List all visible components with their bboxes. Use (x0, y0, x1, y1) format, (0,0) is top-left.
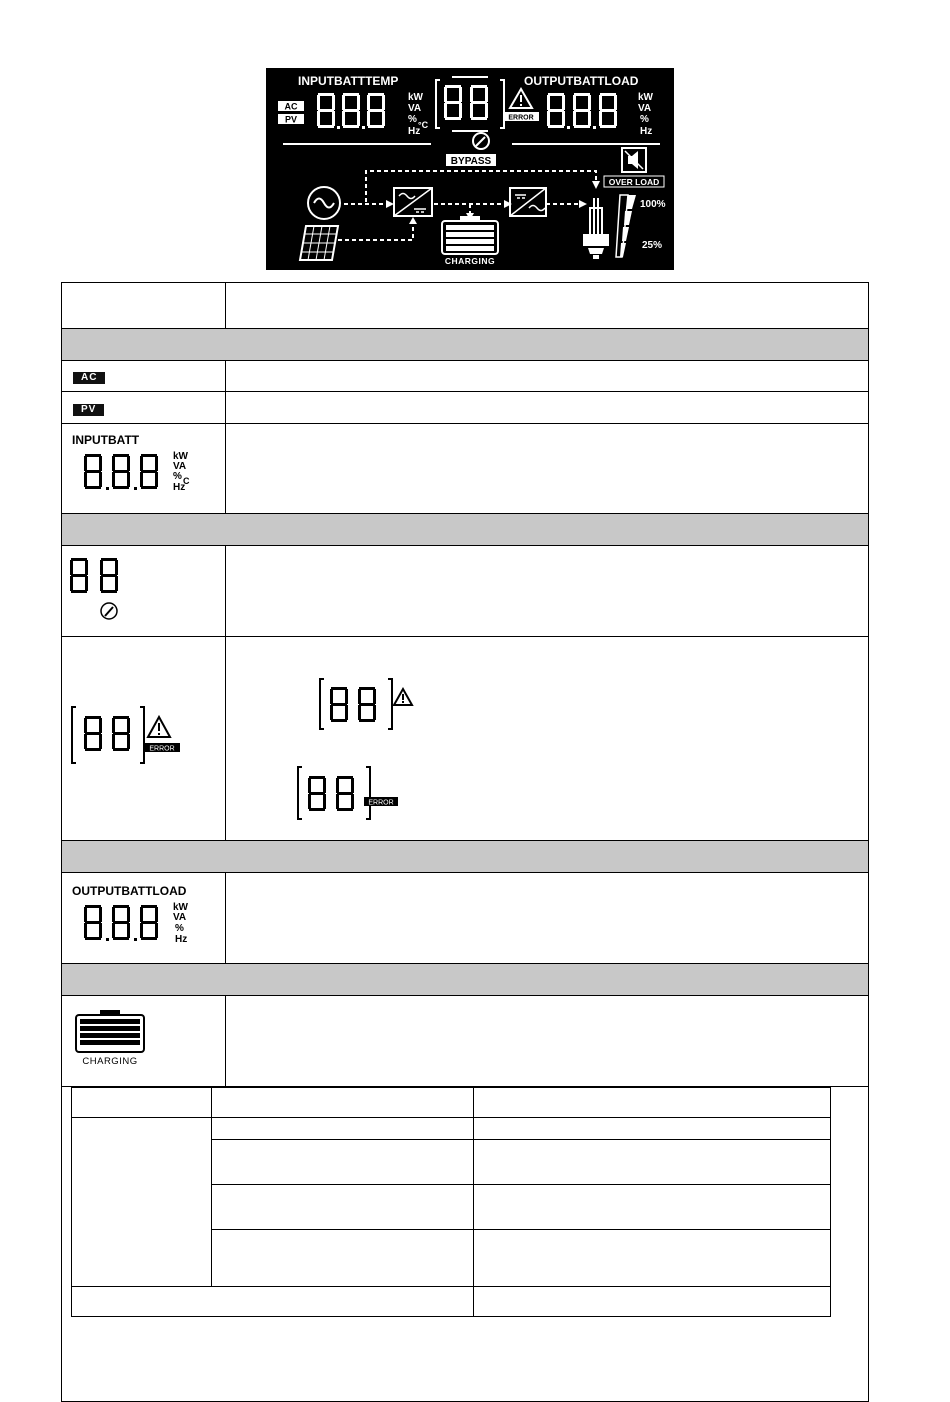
header-icon-cell (62, 283, 226, 329)
inner-row-3-cell-2 (212, 1185, 474, 1230)
lcd-wrench-icon (473, 133, 489, 149)
input-digits-description-cell (226, 424, 869, 514)
input-digits-icon (62, 424, 225, 508)
lcd-ac-label: AC (284, 101, 298, 112)
output-digits-icon-cell (62, 873, 226, 964)
lcd-pv-indicator (278, 114, 304, 125)
warning-error-label: ERROR (149, 745, 175, 753)
inner-row-4-cell-3 (474, 1230, 831, 1287)
lcd-unit-va: VA (408, 103, 422, 114)
inner-header-cell-2 (212, 1088, 474, 1118)
center-wrench-icon (101, 603, 117, 619)
lcd-input-units (408, 92, 429, 137)
charging-description-cell (226, 996, 869, 1087)
ac-icon-cell (62, 361, 226, 392)
lcd-overload-text: OVER LOAD (608, 177, 660, 187)
input-unit-hz: Hz (173, 482, 186, 493)
lcd-converter-icon (510, 188, 546, 216)
output-digits-header: OUTPUTBATTLOAD (72, 884, 187, 898)
lcd-center-digits (436, 76, 504, 132)
inner-footer-cell-2 (474, 1287, 831, 1317)
center-digits-icon-cell (62, 546, 226, 637)
inner-row-1 (72, 1118, 831, 1140)
inner-footer-row (72, 1287, 831, 1317)
lcd-error-label: ERROR (508, 114, 534, 122)
inner-row-2-cell-2 (212, 1140, 474, 1185)
lcd-out-unit-percent: % (640, 114, 649, 125)
output-unit-va: VA (173, 912, 187, 923)
lcd-overload-label (604, 176, 664, 187)
output-digits-description-cell (226, 873, 869, 964)
inner-merged-cell (72, 1118, 212, 1287)
center-digits-icon (62, 546, 225, 631)
output-unit-percent: % (175, 923, 184, 934)
battery-status-table (71, 1087, 831, 1317)
inner-row-2-cell-3 (474, 1140, 831, 1185)
input-unit-percent: % (173, 471, 182, 482)
inner-header-row (72, 1088, 831, 1118)
input-unit-kw: kW (173, 451, 188, 462)
lcd-load-25: 25% (642, 240, 663, 251)
warning-example-icon (320, 679, 412, 729)
table-header-row (62, 283, 869, 329)
table-row-center-digits (62, 546, 869, 637)
warning-error-description-cell (226, 637, 869, 841)
lcd-out-unit-hz: Hz (640, 126, 653, 137)
pv-icon-cell (62, 392, 226, 424)
lcd-load-100: 100% (640, 199, 666, 210)
inner-header-cell-1 (72, 1088, 212, 1118)
table-row-pv (62, 392, 869, 424)
output-unit-hz: Hz (175, 934, 188, 945)
lcd-output-units (638, 92, 654, 137)
lcd-error-badge (503, 112, 539, 122)
ac-icon: AC (73, 372, 105, 384)
lcd-load-bulb-icon (583, 198, 609, 259)
lcd-display-svg (266, 68, 674, 270)
lcd-mute-icon (622, 148, 646, 172)
section-battery-row (62, 964, 869, 996)
table-row-input-digits (62, 424, 869, 514)
input-unit-celsius: C (183, 476, 190, 486)
section-input-row (62, 329, 869, 361)
table-row-ac (62, 361, 869, 392)
section-input-cell (62, 329, 869, 361)
warning-error-icon-cell (62, 637, 226, 841)
error-example-icon (298, 767, 398, 819)
lcd-output-header: OUTPUTBATTLOAD (524, 74, 639, 88)
lcd-charging-label: CHARGING (444, 256, 496, 266)
output-digits-icon (62, 873, 225, 958)
warning-examples (286, 637, 486, 835)
header-function-cell (226, 283, 869, 329)
pv-description-cell (226, 392, 869, 424)
warning-error-icon (62, 637, 225, 835)
inner-row-3-cell-3 (474, 1185, 831, 1230)
inner-footer-cell-1 (72, 1287, 474, 1317)
lcd-grid-icon (308, 187, 340, 219)
lcd-ac-indicator (278, 101, 304, 112)
pv-icon: PV (73, 404, 104, 416)
inner-row-1-cell-3 (474, 1118, 831, 1140)
lcd-bypass-text: BYPASS (450, 156, 492, 167)
lcd-pv-label: PV (284, 114, 298, 125)
lcd-bypass-label (446, 154, 496, 167)
table-row-warning-error (62, 637, 869, 841)
lcd-out-unit-kw: kW (638, 92, 653, 103)
ac-description-cell (226, 361, 869, 392)
center-digits-description-cell (226, 546, 869, 637)
lcd-input-digits (317, 93, 385, 129)
table-row-output-digits (62, 873, 869, 964)
lcd-display-panel (266, 68, 674, 270)
inner-row-4-cell-2 (212, 1230, 474, 1287)
lcd-solar-panel-icon (300, 226, 338, 260)
lcd-out-unit-va: VA (638, 103, 652, 114)
table-row-charging (62, 996, 869, 1087)
lcd-output-digits (547, 93, 617, 129)
inner-header-cell-3 (474, 1088, 831, 1118)
section-battery-cell (62, 964, 869, 996)
charging-label: CHARGING (82, 1056, 138, 1067)
input-digits-icon-cell (62, 424, 226, 514)
output-unit-kw: kW (173, 902, 188, 913)
lcd-unit-percent: % (408, 114, 417, 125)
section-center-cell (62, 514, 869, 546)
error-example-label: ERROR (368, 799, 394, 807)
lcd-warning-icon (510, 89, 532, 108)
inner-row-1-cell-2 (212, 1118, 474, 1140)
input-digits-header: INPUTBATT (72, 433, 140, 447)
section-output-row (62, 841, 869, 873)
lcd-input-header: INPUTBATTTEMP (298, 74, 399, 88)
input-unit-va: VA (173, 461, 187, 472)
lcd-load-level-bars (616, 195, 636, 257)
charging-battery-icon (62, 996, 225, 1081)
lcd-unit-kw: kW (408, 92, 423, 103)
charging-icon-cell (62, 996, 226, 1087)
lcd-unit-celsius: °C (418, 120, 429, 130)
lcd-unit-hz: Hz (408, 126, 421, 137)
lcd-inverter-icon (394, 188, 432, 216)
section-output-cell (62, 841, 869, 873)
section-center-row (62, 514, 869, 546)
lcd-battery-icon (442, 216, 498, 254)
